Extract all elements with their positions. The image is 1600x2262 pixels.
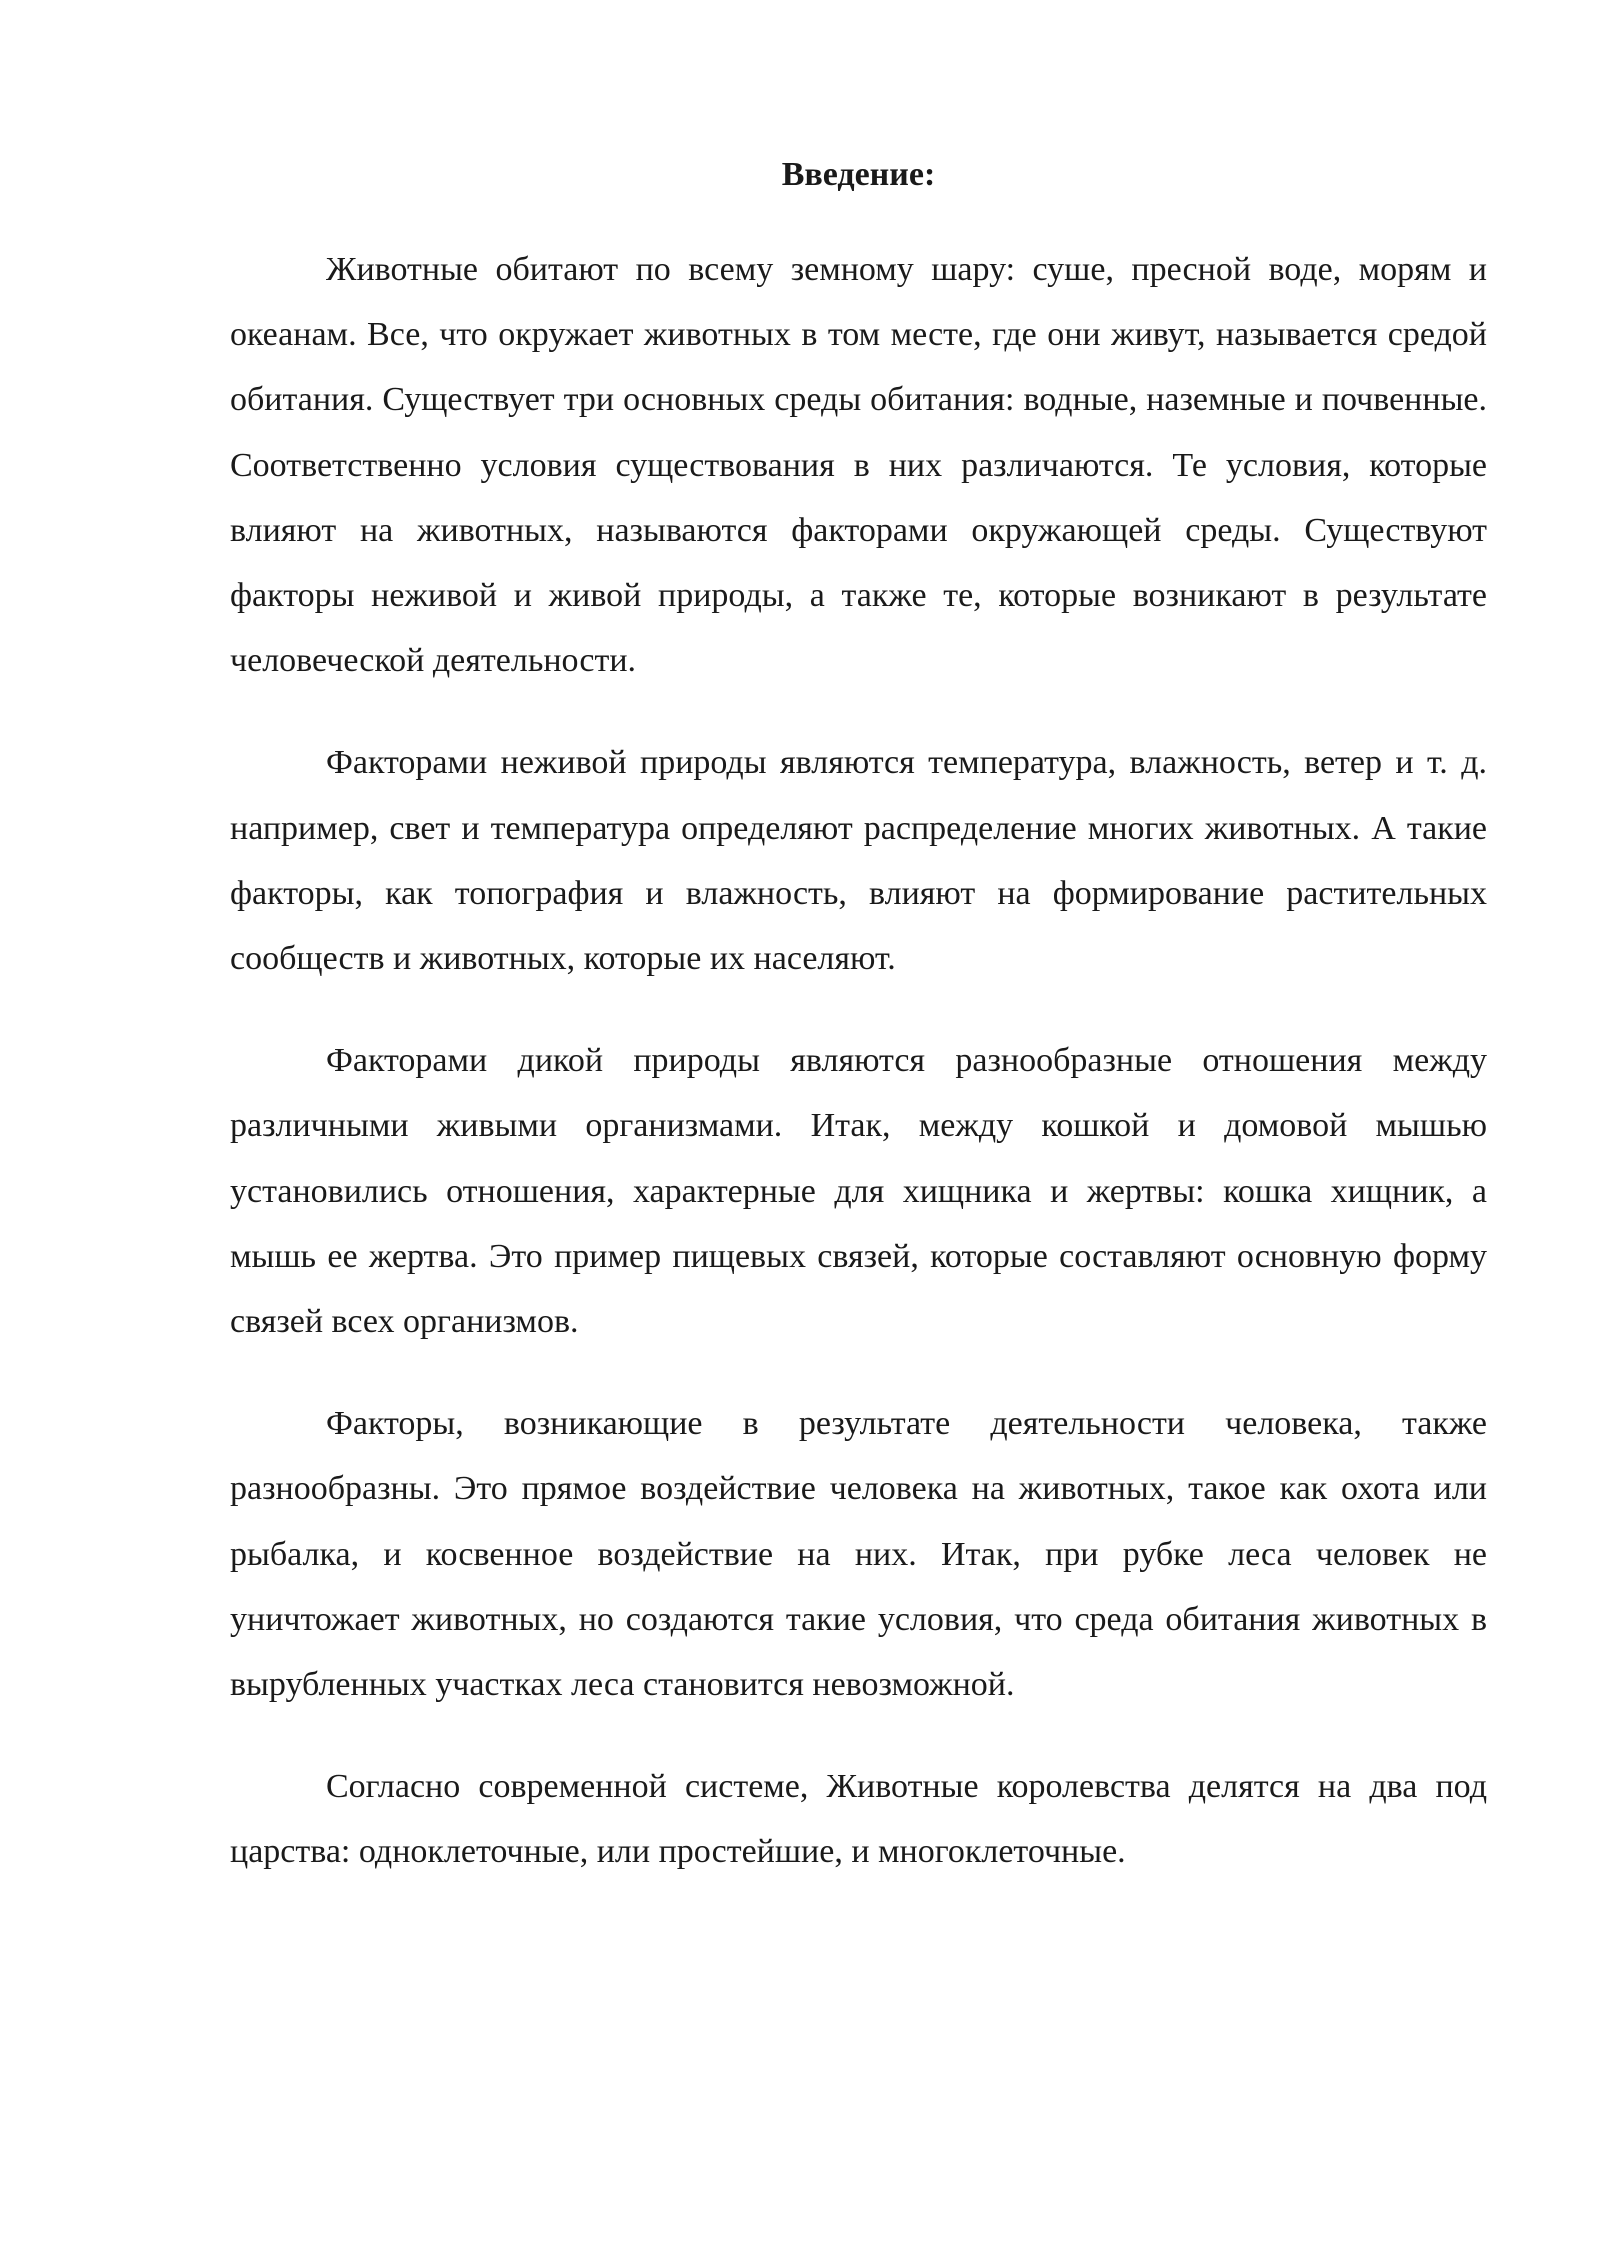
page-title: Введение:: [781, 156, 936, 193]
paragraph-human-factors: Факторы, возникающие в результате деятельности человека, также разнообразны. Это прямое воздействие человека на животных, такое как охота или рыбалка, и косвенное воздействие на них. Итак, при рубке леса человек не уничтожает животных, но создаются такие условия, что среда обитания животных в вырубленных участках леса становится невозможной.: [230, 1405, 1487, 1704]
paragraph-habitats: Животные обитают по всему земному шару: суше, пресной воде, морям и океанам. Все, что окружает животных в том месте, где они живут, называется средой обитания. Существует три основных среды обитания: водные, наземные и почвенные. Соответственно условия существования в них различаются. Те условия, которые влияют на животных, называются факторами окружающей среды. Существуют факторы неживой и живой природы, а также те, которые возникают в результате человеческой деятельности.: [230, 251, 1487, 680]
paragraph-abiotic-factors: Факторами неживой природы являются температура, влажность, ветер и т. д. например, свет и температура определяют распределение многих животных. А такие факторы, как топография и влажность, влияют на формирование растительных сообществ и животных, которые их населяют.: [230, 744, 1487, 978]
paragraph-classification: Согласно современной системе, Животные королевства делятся на два под царства: одноклеточные, или простейшие, и многоклеточные.: [230, 1768, 1487, 1871]
paragraph-biotic-factors: Факторами дикой природы являются разнообразные отношения между различными живыми организмами. Итак, между кошкой и домовой мышью установились отношения, характерные для хищника и жертвы: кошка хищник, а мышь ее жертва. Это пример пищевых связей, которые составляют основную форму связей всех организмов.: [230, 1042, 1487, 1341]
page-content: [230, 155, 1487, 1885]
